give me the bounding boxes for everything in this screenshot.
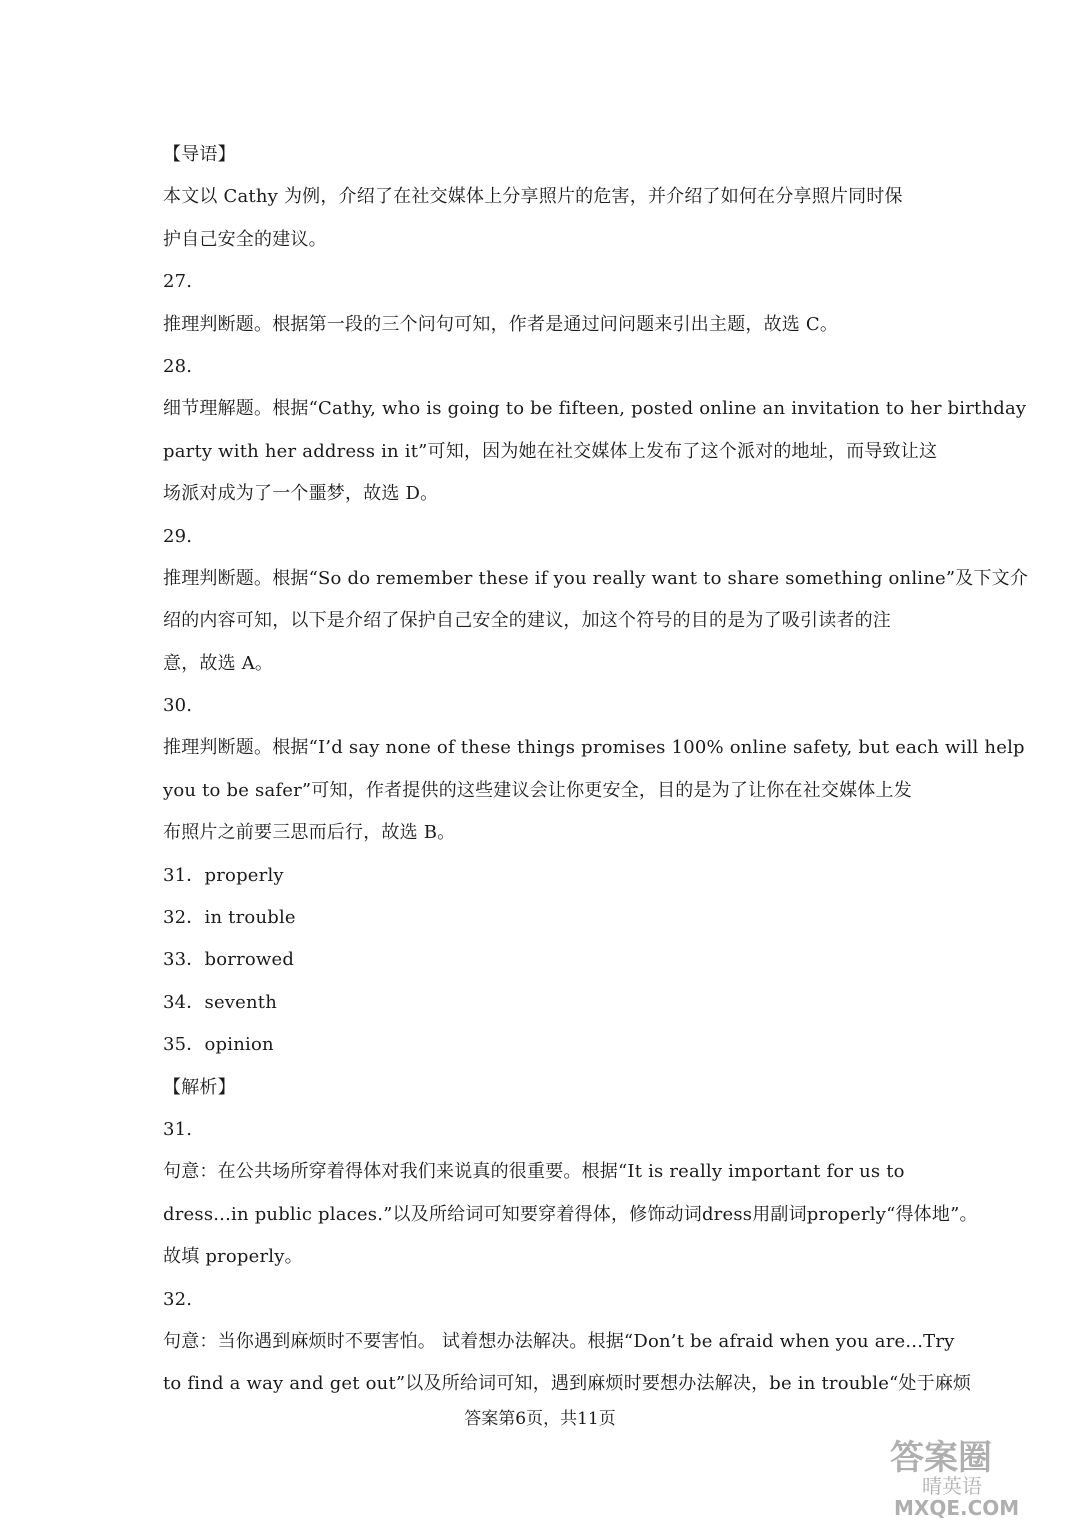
text-line: dress...in public places.”以及所给词可知要穿着得体，修饰动词dress用副词properly“得体地”。 <box>163 1203 978 1225</box>
text-line: 推理判断题。根据“So do remember these if you really want to share something online”及下文介 <box>163 567 1029 589</box>
section-heading-analysis: 【解析】 <box>163 1076 236 1098</box>
text-line: to find a way and get out”以及所给词可知，遇到麻烦时要想办法解决，be in trouble“处于麻烦 <box>163 1373 972 1395</box>
question-number: 30. <box>163 695 193 717</box>
question-number: 32. <box>163 1288 193 1310</box>
watermark-logo <box>882 1429 1052 1519</box>
watermark-sub-text: 晴英语 <box>922 1474 982 1498</box>
page-footer: 答案第6页，共11页 <box>464 1409 616 1429</box>
text-line: 句意：当你遇到麻烦时不要害怕。 试着想办法解决。根据“Don’t be afraid when you are...Try <box>163 1330 955 1352</box>
text-line: 故填 properly。 <box>163 1246 303 1268</box>
text-line: 场派对成为了一个噩梦，故选 D。 <box>163 483 439 505</box>
question-number: 27. <box>163 271 193 293</box>
answer-item: 33．borrowed <box>163 949 295 971</box>
answer-item: 31．properly <box>163 864 284 886</box>
answer-item: 34．seventh <box>163 991 278 1013</box>
watermark-logo-text: 答案圈 <box>890 1438 992 1478</box>
text-line: 绍的内容可知，以下是介绍了保护自己安全的建议，加这个符号的目的是为了吸引读者的注 <box>163 610 891 632</box>
question-number: 31. <box>163 1118 193 1140</box>
text-line: 布照片之前要三思而后行，故选 B。 <box>163 822 456 844</box>
text-line: 句意：在公共场所穿着得体对我们来说真的很重要。根据“It is really important for us to <box>163 1161 905 1183</box>
text-line: 推理判断题。根据“I’d say none of these things promises 100% online safety, but each will help <box>163 737 1025 759</box>
text-line: you to be safer”可知，作者提供的这些建议会让你更安全，目的是为了让你在社交媒体上发 <box>163 779 912 801</box>
question-number: 28. <box>163 355 193 377</box>
text-line: 本文以 Cathy 为例，介绍了在社交媒体上分享照片的危害，并介绍了如何在分享照片同时保 <box>163 186 903 208</box>
answer-item: 35．opinion <box>163 1034 274 1056</box>
text-line: 护自己安全的建议。 <box>163 228 327 250</box>
text-line: 细节理解题。根据“Cathy, who is going to be fifteen, posted online an invitation to her birthday <box>163 398 1027 420</box>
page-body <box>163 134 1029 1406</box>
answer-item: 32．in trouble <box>163 907 296 929</box>
text-line: party with her address in it”可知，因为她在社交媒体上发布了这个派对的地址，而导致让这 <box>163 440 938 462</box>
text-line: 意，故选 A。 <box>163 652 274 674</box>
question-number: 29. <box>163 525 193 547</box>
text-line: 推理判断题。根据第一段的三个问句可知，作者是通过问问题来引出主题，故选 C。 <box>163 313 839 335</box>
section-heading-intro: 【导语】 <box>163 144 236 165</box>
watermark-site-text: MXQE.COM <box>894 1496 1020 1519</box>
